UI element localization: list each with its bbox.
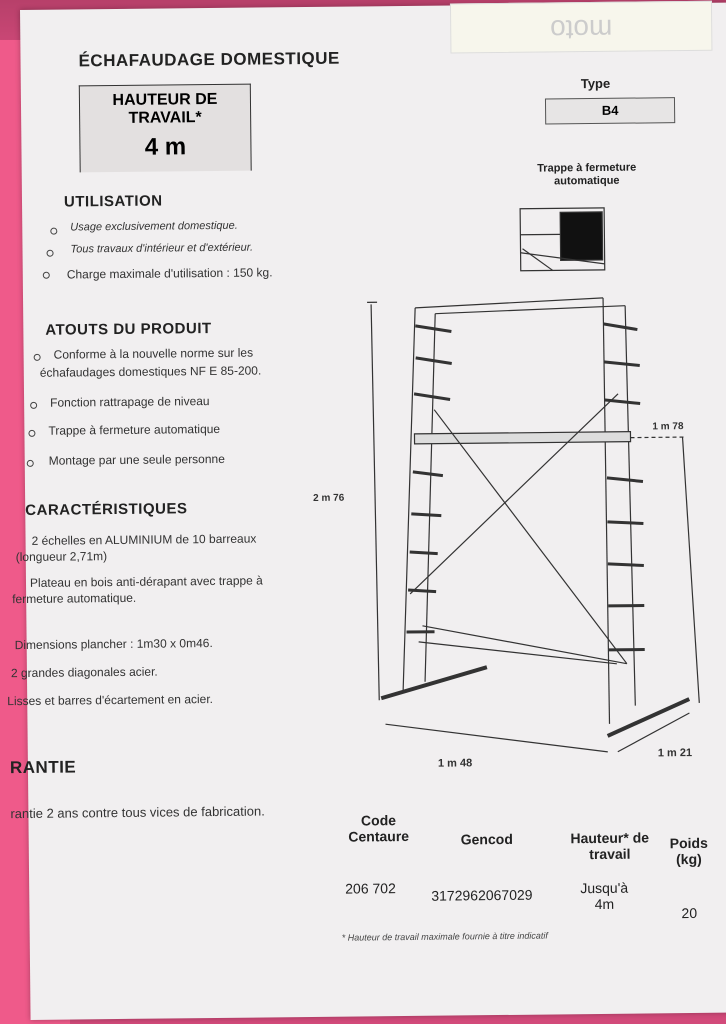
type-label: Type bbox=[580, 75, 611, 92]
caracteristiques-item: 2 grandes diagonales acier. bbox=[10, 664, 158, 681]
type-value: B4 bbox=[545, 97, 675, 124]
atouts-item: Conforme à la nouvelle norme sur les bbox=[53, 345, 254, 362]
atouts-item: Trappe à fermeture automatique bbox=[48, 421, 221, 438]
working-height-box bbox=[79, 84, 252, 173]
caracteristiques-item: Dimensions plancher : 1m30 x 0m46. bbox=[14, 636, 213, 653]
utilisation-heading: UTILISATION bbox=[63, 192, 163, 211]
caracteristiques-item: Lisses et barres d'écartement en acier. bbox=[7, 692, 214, 709]
caracteristiques-item: fermeture automatique. bbox=[12, 590, 137, 607]
table-header-poids: Poids (kg) bbox=[669, 834, 708, 868]
utilisation-item: Charge maximale d'utilisation : 150 kg. bbox=[66, 265, 273, 282]
dim-width: 1 m 48 bbox=[437, 757, 473, 770]
scaffold-diagram bbox=[322, 193, 708, 777]
table-header-hauteur: Hauteur* de travail bbox=[570, 829, 650, 863]
table-header-code: Code Centaure bbox=[348, 812, 410, 845]
page-title: ÉCHAFAUDAGE DOMESTIQUE bbox=[78, 48, 340, 71]
bullet-icon bbox=[50, 228, 57, 235]
dim-platform-height: 1 m 78 bbox=[652, 421, 684, 433]
table-cell-gencod: 3172962067029 bbox=[431, 886, 533, 904]
footnote: * Hauteur de travail maximale fournie à titre indicatif bbox=[341, 930, 548, 943]
atouts-item: échafaudages domestiques NF E 85-200. bbox=[39, 363, 262, 380]
paper-tab: moto bbox=[450, 1, 713, 54]
caracteristiques-item: (longueur 2,71m) bbox=[15, 549, 108, 565]
table-cell-poids: 20 bbox=[681, 904, 698, 922]
table-header-gencod: Gencod bbox=[460, 830, 513, 848]
working-height-label: HAUTEUR DE TRAVAIL* bbox=[112, 90, 218, 127]
table-cell-code: 206 702 bbox=[345, 880, 396, 897]
table-cell-hauteur: Jusqu'à 4m bbox=[580, 879, 629, 913]
bullet-icon bbox=[28, 430, 35, 437]
atouts-heading: ATOUTS DU PRODUIT bbox=[45, 320, 212, 339]
bullet-icon bbox=[43, 272, 50, 279]
bullet-icon bbox=[47, 250, 54, 257]
hatch-label: Trappe à fermeture automatique bbox=[537, 161, 637, 188]
bullet-icon bbox=[27, 460, 34, 467]
utilisation-item: Usage exclusivement domestique. bbox=[70, 219, 238, 234]
caracteristiques-item: Plateau en bois anti-dérapant avec trappe à bbox=[29, 573, 263, 590]
product-sheet bbox=[7, 3, 726, 1020]
caracteristiques-item: 2 échelles en ALUMINIUM de 10 barreaux bbox=[31, 531, 257, 548]
garantie-heading: RANTIE bbox=[9, 757, 77, 778]
bullet-icon bbox=[34, 354, 41, 361]
dim-total-height: 2 m 76 bbox=[313, 492, 345, 504]
garantie-text: rantie 2 ans contre tous vices de fabrication. bbox=[10, 803, 265, 822]
bullet-icon bbox=[30, 402, 37, 409]
dim-depth: 1 m 21 bbox=[657, 747, 693, 760]
utilisation-item: Tous travaux d'intérieur et d'extérieur. bbox=[70, 241, 254, 256]
caracteristiques-heading: CARACTÉRISTIQUES bbox=[25, 500, 188, 519]
atouts-item: Fonction rattrapage de niveau bbox=[50, 394, 210, 410]
working-height-value: 4 m bbox=[144, 133, 187, 161]
atouts-item: Montage par une seule personne bbox=[48, 451, 225, 468]
